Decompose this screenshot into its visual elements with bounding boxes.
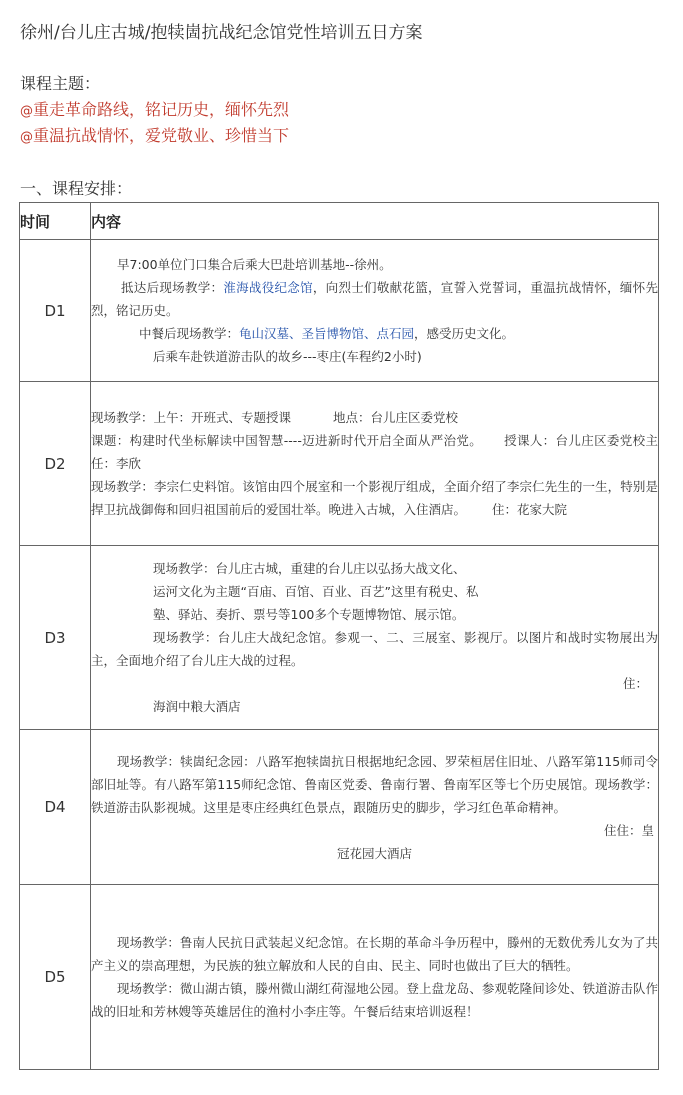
content-line: 课题：构建时代坐标解读中国智慧----迈进新时代开启全面从严治党。 授课人：台儿庄区委党校主任：李欣 bbox=[91, 433, 658, 471]
table-row bbox=[20, 730, 659, 885]
content-line: 抵达后现场教学：淮海战役纪念馆，向烈士们敬献花篮，宣誓入党誓词，重温抗战情怀，缅怀先烈，铭记历史。 bbox=[91, 280, 658, 318]
content-line: 现场教学：犊崮纪念园：八路军抱犊崮抗日根据地纪念园、罗荣桓居住旧址、八路军第115师司令部旧址等。有八路军第115师纪念馆、鲁南区党委、鲁南行署、鲁南军区等七个历史展馆。现场教学：铁道游击队影视城。这里是枣庄经典红色景点，跟随历史的脚步，学习红色革命精神。 bbox=[91, 753, 658, 815]
header-time: 时间 bbox=[20, 203, 91, 240]
content-line: 住： bbox=[622, 676, 648, 691]
day-cell: D3 bbox=[20, 546, 91, 730]
table-row bbox=[20, 546, 659, 730]
table-header-row bbox=[20, 203, 659, 240]
table-row bbox=[20, 382, 659, 546]
content-line: 现场教学：鲁南人民抗日武装起义纪念馆。在长期的革命斗争历程中，滕州的无数优秀儿女为了共产主义的崇高理想，为民族的独立解放和人民的自由、民主、同时也做出了巨大的牺牲。 bbox=[91, 935, 658, 973]
header-content: 内容 bbox=[91, 203, 659, 240]
schedule-table bbox=[19, 202, 659, 1070]
content-cell bbox=[91, 240, 659, 382]
topic-text: 重温抗战情怀，爱党敬业、珍惜当下 bbox=[33, 126, 290, 145]
section-title: 一、课程安排： bbox=[20, 179, 133, 198]
content-line: 海润中粮大酒店 bbox=[153, 699, 241, 714]
content-line: 现场教学：台儿庄大战纪念馆。参观一、二、三展室、影视厅。以图片和战时实物展出为主，全面地介绍了台儿庄大战的过程。 bbox=[91, 630, 658, 668]
day-cell: D2 bbox=[20, 382, 91, 546]
content-line: 运河文化为主题“百庙、百馆、百业、百艺”这里有税史、私 bbox=[153, 584, 479, 599]
topic-text: 重走革命路线，铭记历史，缅怀先烈 bbox=[33, 100, 290, 119]
content-line: 现场教学：上午：开班式、专题授课 地点：台儿庄区委党校 bbox=[91, 410, 459, 425]
table-row bbox=[20, 240, 659, 382]
content-line: 早7:00单位门口集合后乘大巴赴培训基地--徐州。 bbox=[117, 257, 392, 272]
content-line: 塾、驿站、奏折、票号等100多个专题博物馆、展示馆。 bbox=[153, 607, 465, 622]
day-cell: D4 bbox=[20, 730, 91, 885]
content-cell bbox=[91, 885, 659, 1070]
content-line: 现场教学：台儿庄古城，重建的台儿庄以弘扬大战文化、 bbox=[153, 561, 466, 576]
document-title: 徐州/台儿庄古城/抱犊崮抗战纪念馆党性培训五日方案 bbox=[20, 23, 423, 43]
topic-line bbox=[20, 97, 289, 120]
day-cell: D1 bbox=[20, 240, 91, 382]
content-cell bbox=[91, 730, 659, 885]
site-link[interactable]: 龟山汉墓、圣旨博物馆、点石园 bbox=[239, 326, 415, 341]
content-line: 住住：皇 bbox=[603, 822, 654, 838]
site-link[interactable]: 淮海战役纪念馆 bbox=[223, 280, 313, 295]
topic-label: 课程主题： bbox=[20, 74, 101, 93]
content-line: 现场教学：微山湖古镇，滕州微山湖红荷湿地公园。登上盘龙岛、参观乾隆间诊处、铁道游击队作战的旧址和芳林嫂等英雄居住的渔村小李庄等。午餐后结束培训返程！ bbox=[91, 981, 658, 1019]
content-cell bbox=[91, 546, 659, 730]
content-cell bbox=[91, 382, 659, 546]
day-cell: D5 bbox=[20, 885, 91, 1070]
content-line: 冠花园大酒店 bbox=[336, 845, 412, 861]
table-row bbox=[20, 885, 659, 1070]
content-line: 中餐后现场教学：龟山汉墓、圣旨博物馆、点石园，感受历史文化。 bbox=[139, 326, 515, 341]
topic-marker: @ bbox=[20, 130, 33, 145]
content-line: 现场教学：李宗仁史料馆。该馆由四个展室和一个影视厅组成，全面介绍了李宗仁先生的一生，特别是捍卫抗战御侮和回归祖国前后的爱国壮举。晚进入古城，入住酒店。 住：花家大院 bbox=[91, 479, 658, 517]
topic-marker: @ bbox=[20, 104, 33, 119]
topic-line bbox=[20, 123, 289, 146]
content-line: 后乘车赴铁道游击队的故乡---枣庄(车程约2小时) bbox=[153, 349, 422, 364]
